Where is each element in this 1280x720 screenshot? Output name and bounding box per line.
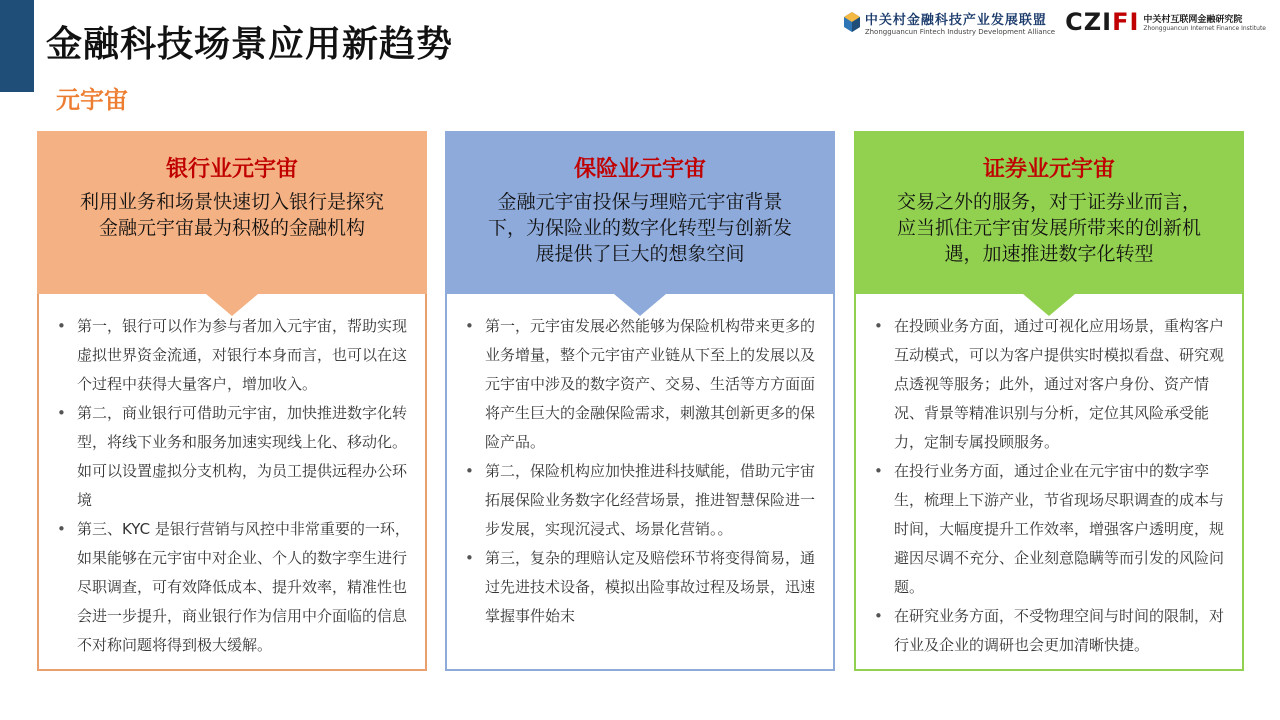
card-securities — [854, 131, 1244, 671]
card-securities-header — [854, 131, 1244, 294]
card-banking — [37, 131, 427, 671]
list-item: • 在研究业务方面，不受物理空间与时间的限制，对行业及企业的调研也会更加清晰快捷。 — [872, 602, 1228, 660]
bullet-icon: • — [874, 317, 883, 335]
alliance-logo-icon — [843, 11, 861, 33]
card-securities-summary: 交易之外的服务，对于证券业而言，应当抓住元宇宙发展所带来的创新机遇，加速推进数字化转型 — [896, 191, 1201, 265]
institute-name-cn: 中关村互联网金融研究院 — [1143, 15, 1243, 25]
list-item: • 第三、KYC 是银行营销与风控中非常重要的一环，如果能够在元宇宙中对企业、个人的数字孪生进行尽职调查，可有效降低成本、提升效率，精准性也会进一步提升，商业银行作为信用中介面临的信息不对称问题将得到极大缓解。 — [55, 515, 411, 660]
card-insurance-title: 保险业元宇宙 — [573, 157, 706, 182]
card-insurance-summary: 金融元宇宙投保与理赔元宇宙背景下，为保险业的数字化转型与创新发展提供了巨大的想象空间 — [487, 191, 792, 265]
bullet-icon: • — [465, 462, 474, 480]
alliance-logo — [843, 9, 1055, 36]
bullet-icon: • — [57, 520, 66, 538]
card-insurance — [445, 131, 835, 671]
card-insurance-body — [445, 294, 835, 671]
bullet-icon: • — [57, 404, 66, 422]
card-banking-body — [37, 294, 427, 671]
bullet-icon: • — [57, 317, 66, 335]
card-insurance-header — [445, 131, 835, 294]
bullet-icon: • — [465, 549, 474, 567]
logo-group — [843, 8, 1266, 36]
list-item: • 在投行业务方面，通过企业在元宇宙中的数字孪生，梳理上下游产业，节省现场尽职调查的成本与时间，大幅度提升工作效率，增强客户透明度，规避因尽调不充分、企业刻意隐瞒等而引发的风险问题。 — [872, 457, 1228, 602]
list-item: • 第二，商业银行可借助元宇宙，加快推进数字化转型，将线下业务和服务加速实现线上化、移动化。如可以设置虚拟分支机构，为员工提供远程办公环境 — [55, 399, 411, 515]
section-label: 元宇宙 — [56, 86, 128, 114]
institute-logo-mark: CZIFI — [1065, 8, 1140, 36]
card-securities-body — [854, 294, 1244, 671]
list-item: • 第一，银行可以作为参与者加入元宇宙，帮助实现虚拟世界资金流通，对银行本身而言，也可以在这个过程中获得大量客户，增加收入。 — [55, 312, 411, 399]
bullet-icon: • — [874, 462, 883, 480]
institute-logo — [1065, 8, 1266, 36]
card-securities-title: 证券业元宇宙 — [982, 157, 1115, 182]
list-item: • 在投顾业务方面，通过可视化应用场景，重构客户互动模式，可以为客户提供实时模拟看盘、研究观点透视等服务；此外，通过对客户身份、资产情况、背景等精准识别与分析，定位其风险承受能力，定制专属投顾服务。 — [872, 312, 1228, 457]
page-title: 金融科技场景应用新趋势 — [46, 24, 454, 65]
bullet-icon: • — [874, 607, 883, 625]
list-item: • 第三，复杂的理赔认定及赔偿环节将变得简易，通过先进技术设备，模拟出险事故过程及场景，迅速掌握事件始末 — [463, 544, 819, 631]
card-banking-header — [37, 131, 427, 294]
list-item: • 第一，元宇宙发展必然能够为保险机构带来更多的业务增量，整个元宇宙产业链从下至上的发展以及元宇宙中涉及的数字资产、交易、生活等方方面面将产生巨大的金融保险需求，刺激其创新更多的保险产品。 — [463, 312, 819, 457]
card-banking-summary: 利用业务和场景快速切入银行是探究金融元宇宙最为积极的金融机构 — [79, 191, 384, 239]
bullet-icon: • — [465, 317, 474, 335]
title-accent-bar — [0, 0, 34, 92]
alliance-name-en: Zhongguancun Fintech Industry Development Alliance — [864, 27, 1056, 36]
institute-name-en: Zhongguancun Internet Finance Institute — [1143, 25, 1266, 32]
alliance-name-cn: 中关村金融科技产业发展联盟 — [864, 12, 1047, 28]
list-item: • 第二，保险机构应加快推进科技赋能，借助元宇宙拓展保险业务数字化经营场景，推进智慧保险进一步发展，实现沉浸式、场景化营销。。 — [463, 457, 819, 544]
card-banking-title: 银行业元宇宙 — [165, 157, 298, 182]
